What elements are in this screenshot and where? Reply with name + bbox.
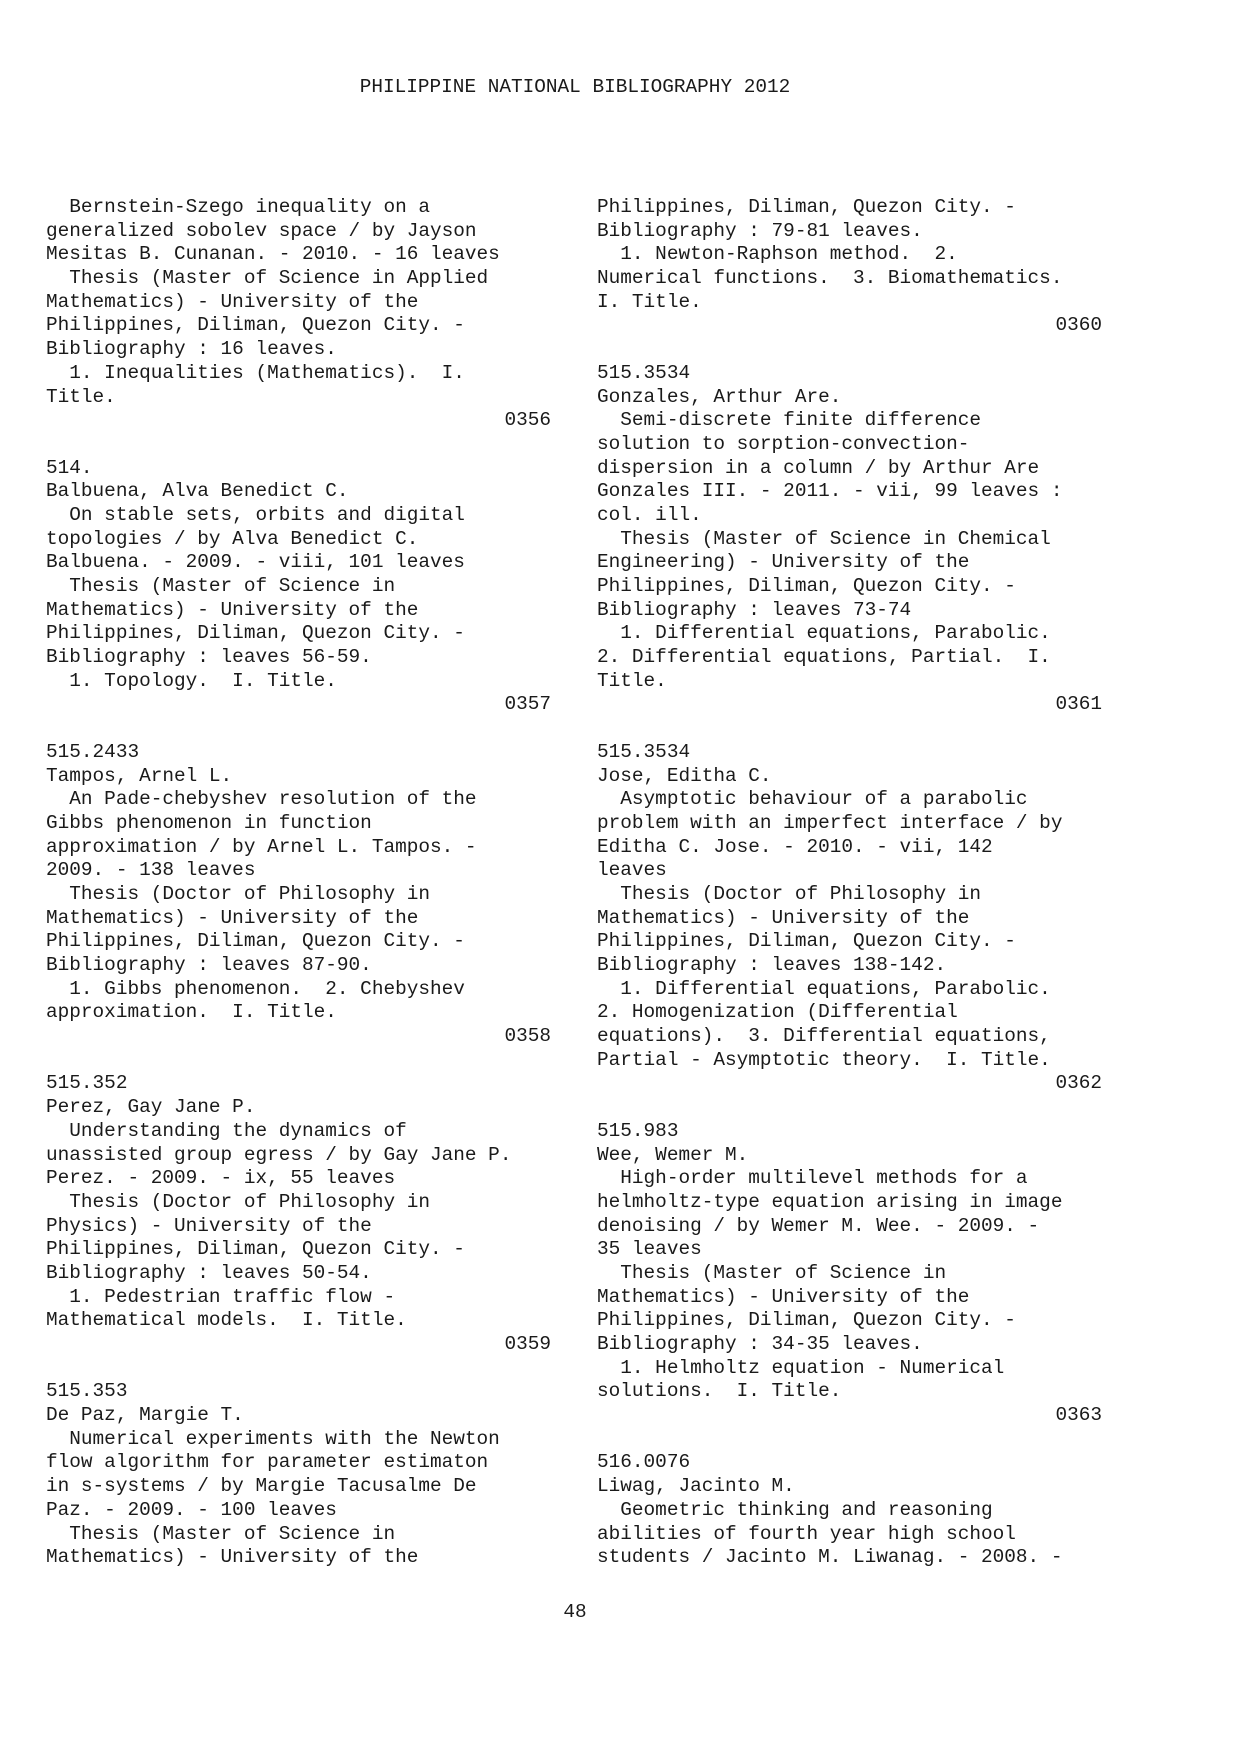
- entry-line: Philippines, Diliman, Quezon City. -: [46, 314, 465, 337]
- entry-line: Bibliography : leaves 87-90.: [46, 954, 372, 976]
- entry-line: Thesis (Master of Science in: [597, 1261, 947, 1284]
- entry-line: Balbuena. - 2009. - viii, 101 leaves: [46, 551, 465, 574]
- entry-line: Engineering) - University of the: [597, 551, 970, 574]
- entry-line: Asymptotic behaviour of a parabolic: [597, 788, 1028, 811]
- entry-line: Mathematics) - University of the: [597, 1285, 970, 1308]
- entry-line: Paz. - 2009. - 100 leaves: [46, 1498, 337, 1521]
- entry-line: Mesitas B. Cunanan. - 2010. - 16 leaves: [46, 243, 500, 266]
- entry-line: 2. Differential equations, Partial. I.: [597, 646, 1051, 669]
- blank-line: [46, 717, 551, 741]
- entry-line: Bibliography : 16 leaves.: [46, 338, 337, 361]
- entry-line: Geometric thinking and reasoning: [597, 1498, 993, 1521]
- entry-line: Title.: [597, 669, 667, 692]
- entry-number: 0360: [1055, 314, 1102, 337]
- entry-line: Physics) - University of the: [46, 1214, 372, 1237]
- page-header: PHILIPPINE NATIONAL BIBLIOGRAPHY 2012: [359, 76, 791, 98]
- entry-line: flow algorithm for parameter estimaton: [46, 1451, 489, 1474]
- entry-line: 35 leaves: [597, 1238, 702, 1261]
- entry-line: Perez, Gay Jane P.: [46, 1096, 256, 1119]
- entry-line: 515.3534: [597, 740, 691, 763]
- blank-line: [597, 338, 1102, 362]
- entry-line: 515.2433: [46, 740, 140, 763]
- entry-line: Gonzales III. - 2011. - vii, 99 leaves :: [597, 480, 1063, 503]
- entry-line: 2. Homogenization (Differential: [597, 1001, 958, 1024]
- entry-line: An Pade-chebyshev resolution of the: [46, 788, 477, 811]
- entry-line: Liwag, Jacinto M.: [597, 1475, 795, 1498]
- entry-line: Bibliography : leaves 138-142.: [597, 954, 947, 976]
- entry-line: 2009. - 138 leaves: [46, 859, 256, 882]
- entry-line: Tampos, Arnel L.: [46, 764, 233, 787]
- entry-line: abilities of fourth year high school: [597, 1522, 1016, 1545]
- entry-line: Understanding the dynamics of: [46, 1119, 407, 1142]
- entry-line: 1. Newton-Raphson method. 2.: [597, 243, 958, 266]
- entry-line: Bibliography : leaves 73-74: [597, 598, 912, 621]
- entry-line: 1. Topology. I. Title.: [46, 669, 337, 692]
- entry-line: 515.3534: [597, 361, 691, 384]
- entry-line: topologies / by Alva Benedict C.: [46, 527, 419, 550]
- entry-line: Thesis (Master of Science in Applied: [46, 267, 489, 290]
- entry-number: 0361: [1055, 693, 1102, 716]
- entry-line: Balbuena, Alva Benedict C.: [46, 480, 349, 503]
- entry-line: Partial - Asymptotic theory. I. Title.: [597, 1048, 1051, 1071]
- entry-line: unassisted group egress / by Gay Jane P.: [46, 1143, 512, 1166]
- blank-line: [46, 433, 551, 457]
- entry-line: Thesis (Doctor of Philosophy in: [46, 882, 430, 905]
- entry-line: 515.983: [597, 1119, 679, 1142]
- entry-line: 514.: [46, 456, 93, 479]
- entry-line: 1. Inequalities (Mathematics). I.: [46, 361, 465, 384]
- entry-line: Bernstein-Szego inequality on a: [46, 196, 430, 218]
- entry-line: Thesis (Doctor of Philosophy in: [46, 1190, 430, 1213]
- entry-line: Mathematics) - University of the: [46, 598, 419, 621]
- entry-line: Mathematics) - University of the: [46, 1546, 419, 1569]
- entry-line: Philippines, Diliman, Quezon City. -: [46, 622, 465, 645]
- entry-line: Bibliography : leaves 56-59.: [46, 646, 372, 669]
- entry-line: Title.: [46, 385, 116, 408]
- entry-line: Editha C. Jose. - 2010. - vii, 142: [597, 835, 993, 858]
- entry-line: 516.0076: [597, 1451, 691, 1474]
- entry-line: Thesis (Master of Science in: [46, 575, 396, 597]
- entry-line: Perez. - 2009. - ix, 55 leaves: [46, 1167, 396, 1190]
- entry-line: Semi-discrete finite difference: [597, 409, 981, 432]
- entry-line: leaves: [597, 859, 667, 882]
- entry-line: Philippines, Diliman, Quezon City. -: [597, 575, 1016, 597]
- entry-line: Numerical functions. 3. Biomathematics.: [597, 267, 1063, 290]
- entry-line: Bibliography : leaves 50-54.: [46, 1261, 372, 1284]
- entry-line: Thesis (Master of Science in Chemical: [597, 527, 1051, 550]
- entry-line: On stable sets, orbits and digital: [46, 503, 465, 526]
- entry-number: 0356: [504, 409, 551, 432]
- entry-line: 1. Differential equations, Parabolic.: [597, 622, 1051, 645]
- entry-line: helmholtz-type equation arising in image: [597, 1190, 1063, 1213]
- entry-line: Thesis (Doctor of Philosophy in: [597, 882, 981, 905]
- entry-line: Mathematics) - University of the: [46, 906, 419, 929]
- entry-line: solution to sorption-convection-: [597, 432, 970, 455]
- entry-line: Gibbs phenomenon in function: [46, 811, 372, 834]
- blank-line: [597, 1096, 1102, 1120]
- entry-line: Mathematics) - University of the: [46, 290, 419, 313]
- entry-line: Gonzales, Arthur Are.: [597, 385, 842, 408]
- entry-line: Bibliography : 79-81 leaves.: [597, 219, 923, 242]
- entry-line: Wee, Wemer M.: [597, 1143, 749, 1166]
- entry-line: 515.353: [46, 1380, 128, 1403]
- entry-line: col. ill.: [597, 503, 702, 526]
- entry-line: Philippines, Diliman, Quezon City. -: [46, 930, 465, 953]
- entry-line: Mathematics) - University of the: [597, 906, 970, 929]
- entry-number: 0363: [1055, 1404, 1102, 1427]
- entry-line: Philippines, Diliman, Quezon City. -: [597, 930, 1016, 953]
- blank-line: [46, 1049, 551, 1073]
- entry-line: in s-systems / by Margie Tacusalme De: [46, 1475, 477, 1498]
- entry-line: I. Title.: [597, 290, 702, 313]
- blank-line: [46, 1357, 551, 1381]
- blank-line: [597, 1428, 1102, 1452]
- entry-line: De Paz, Margie T.: [46, 1404, 244, 1427]
- entry-line: High-order multilevel methods for a: [597, 1167, 1028, 1190]
- entry-line: Thesis (Master of Science in: [46, 1522, 396, 1545]
- entry-line: solutions. I. Title.: [597, 1380, 842, 1403]
- entry-line: dispersion in a column / by Arthur Are: [597, 456, 1040, 479]
- entry-line: 1. Gibbs phenomenon. 2. Chebyshev: [46, 977, 465, 1000]
- entry-line: generalized sobolev space / by Jayson: [46, 219, 477, 242]
- entry-line: 1. Helmholtz equation - Numerical: [597, 1356, 1005, 1379]
- entry-line: denoising / by Wemer M. Wee. - 2009. -: [597, 1214, 1040, 1237]
- entry-line: approximation. I. Title.: [46, 1001, 337, 1024]
- entry-number: 0359: [504, 1333, 551, 1355]
- entry-line: Philippines, Diliman, Quezon City. -: [597, 1309, 1016, 1332]
- entry-line: Numerical experiments with the Newton: [46, 1427, 500, 1450]
- entry-line: Jose, Editha C.: [597, 764, 772, 787]
- right-column: [597, 196, 1102, 1570]
- page-number: 48: [563, 1601, 587, 1623]
- entry-line: Mathematical models. I. Title.: [46, 1309, 407, 1332]
- entry-line: students / Jacinto M. Liwanag. - 2008. -: [597, 1546, 1063, 1569]
- entry-line: 515.352: [46, 1072, 128, 1095]
- left-column: [46, 196, 551, 1570]
- entry-line: Bibliography : 34-35 leaves.: [597, 1333, 923, 1355]
- entry-line: 1. Differential equations, Parabolic.: [597, 977, 1051, 1000]
- entry-number: 0358: [504, 1025, 551, 1048]
- entry-line: approximation / by Arnel L. Tampos. -: [46, 835, 477, 858]
- entry-line: equations). 3. Differential equations,: [597, 1025, 1051, 1048]
- entry-number: 0357: [504, 693, 551, 716]
- entry-line: Philippines, Diliman, Quezon City. -: [597, 196, 1016, 218]
- entry-line: problem with an imperfect interface / by: [597, 811, 1063, 834]
- entry-line: Philippines, Diliman, Quezon City. -: [46, 1238, 465, 1261]
- blank-line: [597, 717, 1102, 741]
- entry-number: 0362: [1055, 1072, 1102, 1095]
- entry-line: 1. Pedestrian traffic flow -: [46, 1285, 396, 1308]
